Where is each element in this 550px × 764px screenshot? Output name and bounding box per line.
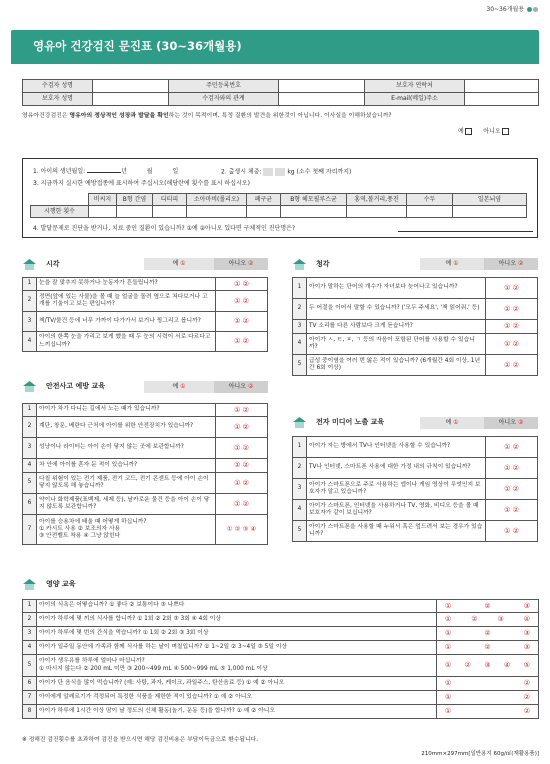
answer-options[interactable] — [437, 677, 539, 691]
intro-bold: 영유아의 정상적인 성장과 발달을 확인 — [69, 113, 169, 119]
question-text — [37, 655, 437, 677]
consent-yes-checkbox[interactable] — [465, 128, 472, 135]
question-text: 아이의 식욕은 어떻습니까? ① 좋다 ② 보통이다 ③ 나쁘다 — [37, 600, 437, 613]
weight-box[interactable] — [263, 168, 273, 176]
question-text: 성냥이나 라이터는 아이 손이 닿지 않는 곳에 보관합니까? — [37, 438, 216, 459]
opt[interactable]: ① — [445, 629, 452, 638]
question-text: 두 어절을 이어서 말할 수 있습니까? ('모두 주세요', '책 읽어줘.' 등) — [307, 299, 486, 320]
vacc-count-cell[interactable] — [153, 206, 187, 218]
yes-label: 예 — [445, 419, 452, 426]
q-number: 3 — [23, 627, 37, 641]
house-icon — [22, 380, 37, 393]
q-number: 3 — [23, 438, 37, 459]
safety-table — [22, 403, 268, 545]
answer-options[interactable] — [437, 627, 539, 641]
answer-options[interactable]: ① ② — [216, 278, 268, 291]
vacc-col-varicella: 수두 — [407, 194, 453, 206]
question-text: 다칠 위험이 있는 전기 제품, 전기 코드, 전기 콘센트 등에 아이 손이 닿지 않도록 해 놓습니까? — [37, 473, 216, 494]
vacc-col-polio: 소아마비(폴리오) — [187, 194, 247, 206]
vacc-col-dtp: 디티피 — [153, 194, 187, 206]
media-section-header — [292, 416, 385, 432]
guardian-phone-label: 보호자 연락처 — [365, 80, 465, 93]
hearing-title: 청각 — [316, 260, 330, 268]
email-label: E-mail(메일)주소 — [365, 93, 465, 106]
q-number: 1 — [23, 600, 37, 613]
media-yes-header — [420, 417, 484, 429]
month-label: 월 — [146, 168, 153, 175]
question-text: 아이가 일주일 동안에 가족과 함께 식사를 하는 날이 며칠입니까? ① 1~2일 ② 3~4일 ③ 5일 이상 — [37, 641, 437, 655]
safety-yes-header — [144, 381, 214, 393]
intro-text — [22, 113, 542, 120]
personal-info-table — [22, 79, 539, 106]
yes-label: 예 — [172, 260, 179, 267]
answer-options[interactable] — [437, 641, 539, 655]
vacc-col-je: 일본뇌염 — [453, 194, 527, 206]
q-number: 2 — [23, 291, 37, 312]
paper-size-note: 210mm×297mm[일반용지 60g/㎡(재활용품)] — [421, 751, 539, 757]
intro-consent — [458, 128, 509, 136]
yes-num: ① — [180, 260, 186, 267]
guardian-phone-field[interactable] — [465, 80, 539, 93]
house-icon — [292, 416, 307, 429]
opt[interactable]: ① — [445, 679, 452, 688]
question-text: 아이가 자는 방에서 TV나 인터넷을 사용할 수 있습니까? — [307, 437, 486, 458]
vacc-count-cell[interactable] — [117, 206, 153, 218]
q-number: 2 — [293, 458, 307, 479]
vacc-row-label: 시행한 횟수 — [31, 206, 89, 218]
opt[interactable]: ① — [445, 693, 452, 702]
question-text: TV나 인터넷, 스마트폰 사용에 대한 가정 내의 규칙이 있습니까? — [307, 458, 486, 479]
q-number: 4 — [293, 334, 307, 355]
q-number: 5 — [293, 521, 307, 542]
q-number: 2 — [23, 613, 37, 627]
house-icon — [22, 258, 37, 271]
q-number: 3 — [23, 312, 37, 332]
page-dot-icon — [533, 7, 538, 12]
opt[interactable]: ② — [484, 601, 491, 610]
question-text — [37, 515, 216, 545]
answer-options[interactable]: ① ② — [216, 494, 268, 515]
weight-unit: kg (소수 첫째 자리까지) — [287, 168, 352, 176]
opt[interactable]: ③ — [523, 629, 530, 638]
q-number: 1 — [293, 437, 307, 458]
vision-yes-header — [144, 258, 214, 270]
q-number: 1 — [23, 278, 37, 291]
email-field[interactable] — [465, 93, 539, 106]
yes-label: 예 — [172, 383, 179, 390]
answer-options[interactable]: ① ② — [216, 473, 268, 494]
opt[interactable]: ② — [471, 615, 478, 624]
q-number: 4 — [293, 500, 307, 521]
opt[interactable]: ② — [523, 693, 530, 702]
no-num: ② — [517, 419, 524, 426]
q-number: 6 — [23, 677, 37, 691]
vacc-col-hib: B형 헤모필루스균 — [281, 194, 347, 206]
question-text: 아이의 한쪽 눈을 가리고 보게 했을 때 두 눈의 시력이 서로 다르다고 느끼십니까? — [37, 332, 216, 352]
footnote: ※ 정해진 검진횟수를 초과하여 검진을 받으시면 해당 검진비용은 부담이득금으로 환수됩니다. — [22, 737, 259, 743]
opt[interactable]: ③ — [523, 643, 530, 652]
q-number: 5 — [23, 473, 37, 494]
consent-no-checkbox[interactable] — [502, 128, 509, 135]
question-text: 책/TV/물건 등에 너무 가까이 다가가서 보거나 찡그리고 봅니까? — [37, 312, 216, 332]
diagnosis-field[interactable] — [398, 231, 533, 232]
no-label: 아니오 — [498, 419, 517, 426]
answer-options[interactable]: ① ② — [216, 332, 268, 352]
birthdate-label: 1. 아이의 생년월일: — [33, 168, 86, 175]
media-no-header — [484, 417, 538, 429]
question-text: 정면(앞에 있는 사물)을 볼 때 늘 얼굴을 돌려 옆으로 쳐다보거나 고개를 기울이고 보는 편입니까? — [37, 291, 216, 312]
question-text: 아이가 스마트폰으로 주로 사용하는 앱이나 게임 영상이 무엇인지 보호자가 알고 있습니까? — [307, 479, 486, 500]
vacc-col-pneumo: 폐구균 — [247, 194, 281, 206]
q7-sub1: ① 카시트 사용 ② 보조의자 사용 — [39, 525, 121, 532]
answer-options[interactable]: ① ② — [216, 438, 268, 459]
opt[interactable]: ② — [464, 661, 471, 670]
q-number: 7 — [23, 691, 37, 705]
answer-options[interactable] — [437, 691, 539, 705]
answer-options[interactable]: ① ② — [216, 417, 268, 438]
safety-no-header — [214, 381, 268, 393]
q-number: 8 — [23, 705, 37, 719]
page-tag-label: 30~36개월용 — [486, 6, 525, 13]
q-number: 4 — [23, 332, 37, 352]
opt[interactable]: ② — [484, 629, 491, 638]
q5-text: 아이가 생우유를 하루에 얼마나 마십니까? — [39, 658, 145, 665]
q-number: 2 — [293, 299, 307, 320]
question-text: 아이에게 알레르기가 걱정되어 특정한 식품을 제한한 적이 있습니까? ① 예 ② 아니오 — [37, 691, 437, 705]
q-number: 1 — [23, 404, 37, 417]
no-num: ② — [247, 383, 254, 390]
birthdate-line — [33, 168, 178, 176]
opt[interactable]: ④ — [504, 661, 511, 670]
yes-num: ① — [453, 419, 459, 426]
question-text: 차 안에 아이를 혼자 둔 적이 있습니까? — [37, 459, 216, 473]
answer-options[interactable]: ① ② — [486, 299, 538, 320]
vision-no-header — [214, 258, 268, 270]
consent-yes-label: 예 — [458, 128, 464, 135]
q-number: 5 — [23, 655, 37, 677]
question-text: TV 소리를 다른 사람보다 크게 듣습니까? — [307, 320, 486, 334]
yes-num: ① — [453, 260, 459, 267]
answer-options[interactable]: ① ② — [486, 334, 538, 355]
answer-options[interactable]: ① ② — [486, 521, 538, 542]
q-number: 4 — [23, 641, 37, 655]
vacc-col-bcg: 비씨지 — [89, 194, 117, 206]
answer-options[interactable] — [437, 600, 539, 613]
day-label: 일 — [172, 168, 179, 175]
opt[interactable]: ③ — [523, 601, 530, 610]
q5-options-text: ① 마시지 않는다 ② 200 mL 미만 ③ 200~499 mL ④ 500~999 mL ⑤ 1,000 mL 이상 — [39, 665, 268, 672]
page-dot-icon — [527, 7, 532, 12]
opt[interactable]: ① — [445, 615, 452, 624]
media-title: 전자 미디어 노출 교육 — [316, 418, 385, 426]
nutrition-title: 영양 교육 — [46, 580, 76, 588]
question-text: 아이가 하루에 몇 번의 간식을 먹습니까? ① 1회 ② 2회 ③ 3회 이상 — [37, 627, 437, 641]
answer-options[interactable]: ① ② ③ ④ — [216, 515, 268, 545]
q7-text: 아이를 승용차에 태울 때 어떻게 하십니까? — [39, 518, 147, 525]
opt[interactable]: ④ — [523, 615, 530, 624]
consent-no-label: 아니오 — [483, 128, 501, 135]
birth-weight-label: 2. 출생시 체중: — [221, 168, 262, 176]
q-number: 7 — [23, 515, 37, 545]
answer-options[interactable] — [437, 655, 539, 677]
hearing-no-header — [484, 258, 538, 270]
hearing-section-header — [292, 258, 330, 274]
guardian-name-field[interactable] — [93, 93, 169, 106]
vacc-corner — [31, 194, 89, 206]
relationship-label: 수검자와의 관계 — [169, 93, 279, 106]
question-text: 아이가 스마트폰, 인터넷을 사용하거나 TV, 영화, 비디오 등을 볼 때 보호자가 같이 보십니까? — [307, 500, 486, 521]
resident-number-field[interactable] — [279, 80, 365, 93]
birth-weight-line — [221, 168, 351, 176]
no-label: 아니오 — [228, 260, 247, 267]
answer-options[interactable]: ① ② — [486, 320, 538, 334]
yes-num: ① — [180, 383, 186, 390]
yes-label: 예 — [445, 260, 452, 267]
resident-number-label: 주민등록번호 — [169, 80, 279, 93]
q-number: 3 — [293, 320, 307, 334]
safety-section-header — [22, 380, 105, 396]
vacc-count-cell[interactable] — [453, 206, 527, 218]
question-text: 눈을 잘 맞추지 못하거나 눈동자가 흔들립니까? — [37, 278, 216, 291]
patient-name-field[interactable] — [93, 80, 169, 93]
answer-options[interactable]: ① ② — [216, 312, 268, 332]
no-num: ② — [517, 260, 524, 267]
vacc-col-hepb: B형 간염 — [117, 194, 153, 206]
question-text: 계단, 창문, 베란다 근처에 아이를 위한 안전장치가 있습니까? — [37, 417, 216, 438]
question-text: 아이가 하루에 1시간 이상 땀이 날 정도의 신체 활동(놀기, 운동 등)을 합니까? ① 예 ② 아니오 — [37, 705, 437, 719]
vaccination-table — [30, 193, 527, 218]
answer-options[interactable] — [437, 613, 539, 627]
question-text: 아이가 차가 다니는 길에서 노는 때가 있습니까? — [37, 404, 216, 417]
answer-options[interactable]: ① ② — [486, 500, 538, 521]
answer-options[interactable]: ① ② — [486, 437, 538, 458]
question-text: 아이가 단 음식을 많이 먹습니까? (예: 사탕, 과자, 케이크, 과일주스, 탄산음료 등) ① 예 ② 아니오 — [37, 677, 437, 691]
opt[interactable]: ② — [523, 707, 530, 716]
answer-options[interactable]: ① ② — [216, 404, 268, 417]
vacc-count-cell[interactable] — [89, 206, 117, 218]
page-tag — [486, 6, 538, 14]
q-number: 6 — [23, 494, 37, 515]
q-number: 2 — [23, 417, 37, 438]
opt[interactable]: ⑤ — [523, 661, 530, 670]
answer-options[interactable]: ① ② — [216, 459, 268, 473]
vision-title: 시각 — [46, 260, 60, 268]
q-number: 1 — [293, 278, 307, 299]
nutrition-table — [22, 599, 539, 719]
vision-section-header — [22, 258, 60, 274]
opt[interactable]: ③ — [497, 615, 504, 624]
answer-options[interactable]: ① ② — [486, 479, 538, 500]
vacc-count-cell[interactable] — [407, 206, 453, 218]
vacc-count-cell[interactable] — [187, 206, 247, 218]
question-text: 아이가 말하는 단어의 개수가 자녀보다 늦어나고 있습니까? — [307, 278, 486, 299]
question-text: 급성 중이염을 여러 번 앓은 적이 있습니까? (6개월간 4회 이상, 1년간 6회 이상) — [307, 355, 486, 376]
safety-title: 안전사고 예방 교육 — [46, 382, 105, 390]
relationship-field[interactable] — [279, 93, 365, 106]
opt[interactable]: ② — [523, 679, 530, 688]
vacc-col-mmr: 홍역,볼거리,풍진 — [347, 194, 407, 206]
question-text: 아이가 스마트폰을 사용할 때 누워서 혹은 엎드려서 보는 경우가 있습니까? — [307, 521, 486, 542]
no-label: 아니오 — [228, 383, 247, 390]
hearing-table — [292, 277, 538, 376]
weight-box[interactable] — [275, 168, 285, 176]
opt[interactable]: ① — [445, 661, 452, 670]
house-icon — [292, 258, 307, 271]
opt[interactable]: ③ — [484, 661, 491, 670]
question-text: 아이가 하루에 몇 끼의 식사를 합니까? ① 1회 ② 2회 ③ 3회 ④ 4회 이상 — [37, 613, 437, 627]
patient-name-label: 수검자 성명 — [23, 80, 93, 93]
hearing-yes-header — [420, 258, 484, 270]
opt[interactable]: ① — [445, 601, 452, 610]
opt[interactable]: ② — [484, 643, 491, 652]
intro-pre: 영유아건강검진은 — [22, 113, 70, 119]
no-label: 아니오 — [498, 260, 517, 267]
vacc-count-cell[interactable] — [281, 206, 347, 218]
answer-options[interactable]: ① ② — [486, 355, 538, 376]
answer-options[interactable]: ① ② — [216, 291, 268, 312]
intro-post: 하는 것이 목적이며, 특정 질환의 발견을 위한것이 아닙니다. 이사실을 이해하셨습니까? — [168, 113, 392, 119]
answer-options[interactable]: ① ② — [486, 278, 538, 299]
vacc-count-cell[interactable] — [347, 206, 407, 218]
question-text: 약이나 화학제품(표백제, 세제 등), 날카로운 물건 등을 아이 손이 닿지 않도록 보관합니까? — [37, 494, 216, 515]
q4-diagnosis: 4. 발달문제로 진단을 받거나, 치료 중인 질환이 있습니까? ①예 ②아니오 있다면 구체적인 진단명은? — [33, 225, 296, 232]
q-number: 3 — [293, 479, 307, 500]
media-table — [292, 436, 538, 542]
question-text: 아이가 ㅅ, ㅌ, ㅍ, ㄱ 등의 자음이 포함된 단어를 사용할 수 있습니까? — [307, 334, 486, 355]
q-number: 5 — [293, 355, 307, 376]
vision-table — [22, 277, 268, 352]
no-num: ② — [247, 260, 254, 267]
house-icon — [22, 578, 37, 591]
q7-sub2: ③ 안전벨트 착용 ④ 그냥 앉힌다 — [39, 533, 121, 540]
answer-options[interactable]: ① ② — [486, 458, 538, 479]
opt[interactable]: ① — [445, 643, 452, 652]
birth-year-field[interactable] — [87, 172, 121, 173]
vaccination-label: 3. 지금까지 실시한 예방접종에 표시하여 주십시오(해당란에 횟수를 표시 하십시오) — [33, 180, 250, 187]
year-label: 년 — [121, 168, 127, 175]
page-title: 영유아 건강검진 문진표 (30~36개월용) — [33, 39, 242, 53]
nutrition-section-header — [22, 578, 76, 594]
vacc-count-cell[interactable] — [247, 206, 281, 218]
opt[interactable]: ① — [445, 707, 452, 716]
q-number: 4 — [23, 459, 37, 473]
answer-options[interactable] — [437, 705, 539, 719]
guardian-name-label: 보호자 성명 — [23, 93, 93, 106]
